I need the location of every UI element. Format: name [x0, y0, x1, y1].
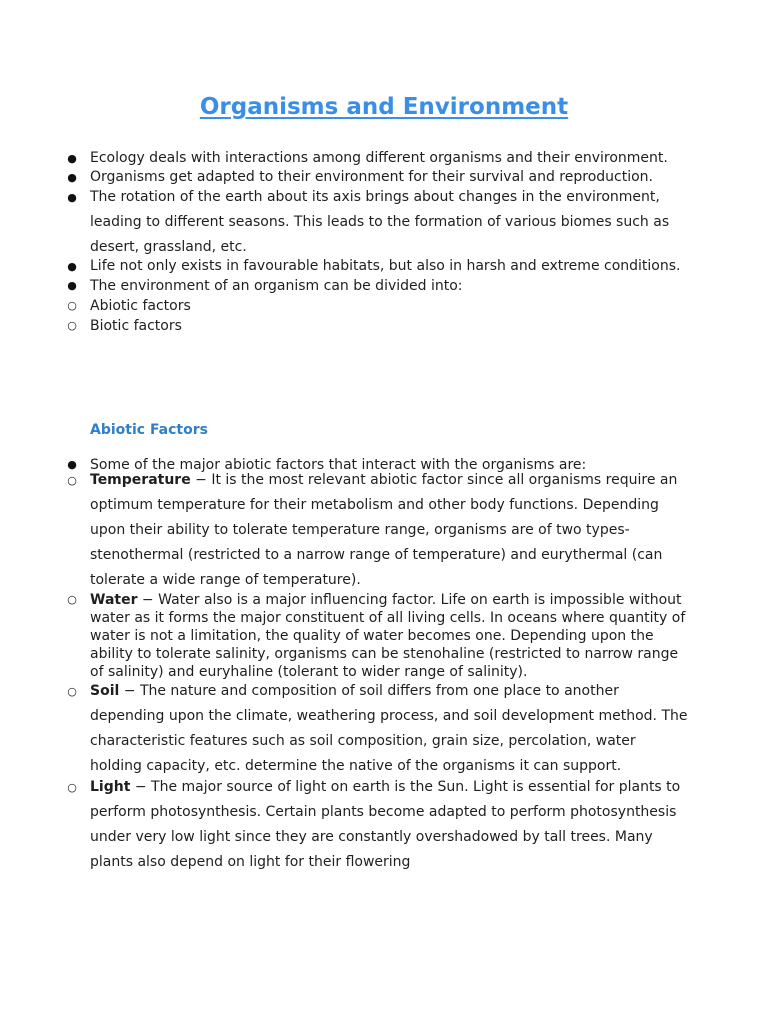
- circle-bullet-icon: ○: [67, 474, 77, 487]
- bullet-icon: ●: [67, 191, 77, 204]
- list-item: [0, 591, 768, 681]
- bullet-icon: ●: [67, 279, 77, 292]
- page-title: Organisms and Environment: [199, 94, 569, 120]
- section-heading: Abiotic Factors: [90, 422, 208, 438]
- abiotic-list: [0, 455, 768, 875]
- circle-bullet-icon: ○: [67, 593, 77, 606]
- factor-description: − It is the most relevant abiotic factor since all organisms require an optimum temperature for their metabolism and other body functions. Depending upon their ability to tolerate temperature range, organisms are of two types- stenothermal (restricted to a narrow range of temperature) and eurythermal (can tolerate a wide range of temperature).: [90, 472, 678, 588]
- list-item: ○ Biotic factors: [67, 318, 182, 334]
- bullet-icon: ●: [67, 171, 77, 184]
- factor-term: Soil: [90, 683, 120, 699]
- factor-description: − Water also is a major influencing factor. Life on earth is impossible without water as it forms the major constituent of all living cells. In oceans where quantity of water is not a limitation, the quality of water becomes one. Depending upon the ability to tolerate salinity, organisms can be stenohaline (restricted to narrow range of salinity) and euryhaline (tolerant to wider range of salinity).: [90, 592, 686, 680]
- list-item: ● Life not only exists in favourable habitats, but also in harsh and extreme conditions.: [0, 254, 768, 279]
- list-item: ● Ecology deals with interactions among different organisms and their environment.: [0, 146, 768, 171]
- factor-term: Water: [90, 592, 138, 608]
- factor-description: − The major source of light on earth is the Sun. Light is essential for plants to perform photosynthesis. Certain plants become adapted to perform photosynthesis under very low light since they are constantly overshadowed by tall trees. Many plants also depend on light for their flowering: [90, 779, 681, 870]
- list-item: [0, 679, 768, 779]
- circle-bullet-icon: ○: [67, 299, 77, 312]
- circle-bullet-icon: ○: [67, 685, 77, 698]
- list-item: ● Organisms get adapted to their environment for their survival and reproduction.: [0, 165, 768, 190]
- list-item: [0, 468, 768, 593]
- intro-list: [0, 146, 768, 336]
- bullet-icon: ●: [67, 458, 77, 471]
- circle-bullet-icon: ○: [67, 781, 77, 794]
- list-item: ○ Abiotic factors: [67, 298, 191, 314]
- factor-term: Light: [90, 779, 131, 795]
- list-item: ● The environment of an organism can be divided into:: [67, 278, 463, 294]
- factor-term: Temperature: [90, 472, 191, 488]
- list-item: [0, 775, 768, 875]
- bullet-icon: ●: [67, 152, 77, 165]
- bullet-icon: ●: [67, 260, 77, 273]
- list-item: ● Some of the major abiotic factors that interact with the organisms are:: [67, 457, 587, 473]
- circle-bullet-icon: ○: [67, 319, 77, 332]
- factor-description: − The nature and composition of soil differs from one place to another depending upon the climate, weathering process, and soil development method. The characteristic features such as soil composition, grain size, percolation, water holding capacity, etc. determine the native of the organisms it can support.: [90, 683, 688, 774]
- list-item: ● The rotation of the earth about its axis brings about changes in the environment, leading to different seasons. This leads to the formation of various biomes such as desert, grassland, etc.: [0, 185, 768, 260]
